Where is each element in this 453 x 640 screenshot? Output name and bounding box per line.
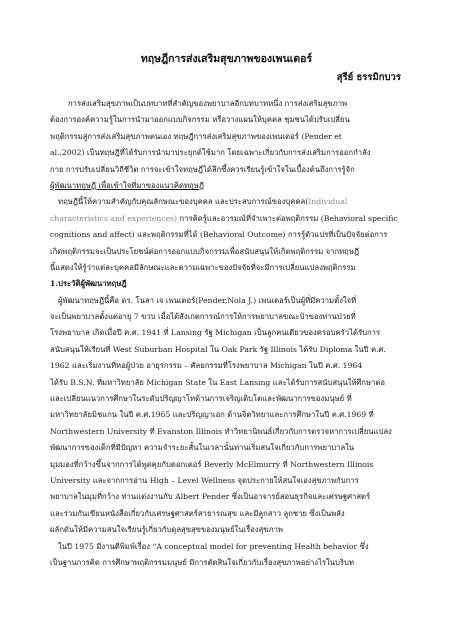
paragraph-line: ต้องการองค์ความรู้ในการนำมาออกแบบกิจกรรม หรือวางแผนให้บุคคล ชุมชนได้ปรับเปลี่ยน [50, 115, 350, 125]
paragraph-line: มุมมองที่กว้างขึ้นจากการได้พูดคุยกับดอกเตอร์ Beverly McElmurry ที่ Northwestern Illinois [50, 459, 374, 469]
paragraph-line: University และจากการอ่าน High – Level Wellness จุดประกายให้สนใจเองสุขภาพกับการ [50, 475, 359, 485]
paragraph-line: ผู้พัฒนาทฤษฎี เพื่อเข้าใจที่มาของแนวคิดทฤษฎี [50, 180, 204, 190]
english-term: characteristics and experiences) [50, 213, 178, 223]
paragraph-line: ผู้พัฒนาทฤษฎีนี้คือ ดร. โนลา เจ เพนเดอร์(Pender,Nola J.) เพนเดอร์เป็นผู้ที่มีความตั้งใจที่ [58, 295, 357, 305]
paragraph-line: สนับสนุนให้เรียนที่ West Suburban Hospital ใน Oak Park รัฐ Illinois ได้รับ Diploma ในปี ค.ศ. [50, 344, 386, 354]
document-title: ทฤษฎีการส่งเสริมสุขภาพของเพนเดอร์ [140, 53, 313, 65]
paragraph-line: จะเป็นพยาบาลตั้งแต่อายุ 7 ขวบ เมื่อได้สังเกตการณ์การให้การพยาบาลขณะป้าของท่านป่วยที่ [50, 312, 356, 322]
paragraph-text: ทฤษฎีนี้ให้ความสำคัญกับคุณลักษณะของบุคคล และประสบการณ์ของบุคคล( [58, 197, 309, 207]
paragraph-line: พัฒนาการของเด็กที่มีปัญหา ความจำระยะสั้นในเวลานั้นท่านเริ่มสนใจเกี่ยวกับการพยาบาลใน [50, 443, 355, 453]
paragraph-line: และเปลี่ยนแนวการศึกษาในระดับปริญญาโทด้านการเจริญเติบโตและพัฒนาการของมนุษย์ ที่ [50, 394, 352, 404]
paragraph-line: นี้แสดงให้รู้ว่าแต่ละบุคคลมีลักษณะและความเฉพาะของปัจจัยที่จะมีการเปลี่ยนแปลงพฤติกรรม [50, 262, 356, 272]
document-body [50, 96, 406, 571]
paragraph-line [50, 194, 406, 210]
paragraph-text: การคิดรู้และอารมณ์ที่จำเพาะต่อพฤติกรรม (Behavioral specific [177, 213, 398, 223]
paragraph-line: มหาวิทยาลัยมิชแกน ในปี ค.ศ.1965 และปริญญาเอก ด้านจิตวิทยาและการศึกษาในปี ค.ศ.1969 ที่ [50, 410, 374, 420]
paragraph-line: Northwestern University ที่ Evanston Illinois ทำวิทยานิพนธ์เกี่ยวกับการตรวจหาการเปลี่ยนแปลง [50, 426, 392, 436]
paragraph-line [50, 211, 406, 227]
paragraph-line: ในปี 1975 มีงานตีพิมพ์เรื่อง “A conceptual model for preventing Health behavior ซึ่ง [58, 541, 369, 551]
paragraph-line: ได้รับ B.S.N. ที่มหาวิทยาลัย Michigan State ใน East Lansing และได้รับการสนับสนุนให้ศึกษาต่อ [50, 377, 385, 387]
paragraph-line: al.,2002) เป็นทฤษฎีที่ได้รับการนำมาประยุกต์ใช้มาก โดยเฉพาะเกี่ยวกับการส่งเสริมการออกกำลัง [50, 148, 371, 158]
paragraph-line: กาย การปรับเปลี่ยนวิถีชีวิต การจะเข้าใจทฤษฎีได้ลึกซึ้งควรเรียนรู้เข้าใจในเบื้องต้นถึงการรู้จัก [50, 164, 355, 174]
author-name: สุรีย์ ธรรมิกบวร [336, 72, 401, 83]
english-term: Individual [308, 197, 348, 207]
paragraph-line: เกิดพฤติกรรมจะเป็นประโยชน์ต่อการออกแบบกิจกรรมเพื่อสนับสนุนให้เกิดพฤติกรรม จากทฤษฎี [50, 246, 360, 256]
paragraph-line: พยาบาลในมุมที่กว้าง ท่านแต่งงานกับ Albert Pender ซึ่งเป็นอาจารย์สอนธุรกิจและเศรษฐศาสตร์ [50, 492, 371, 502]
paragraph-line: พฤติกรรมสู่การส่งเสริมสุขภาพตนเอง ทฤษฎีการส่งเสริมสุขภาพของเพนเดอร์ (Pender et [50, 131, 342, 141]
paragraph-line: เป็นฐานการคิด การศึกษาพฤติกรรมมนุษย์ มีการตัดสินใจเกี่ยวกับเรื่องสุขภาพอย่างไรในบริบท [50, 557, 354, 567]
paragraph-line: 1962 และเริ่มงานที่หอผู้ป่วย อายุรกรรม – ศัลยกรรมที่โรงพยาบาล Michigan ในปี ค.ศ. 1964 [50, 361, 363, 371]
paragraph-line: การส่งเสริมสุขภาพเป็นบทบาทที่สำคัญของพยาบาลอีกบทบาทหนึ่ง การส่งเสริมสุขภาพ [68, 99, 348, 108]
section-heading: 1.ประวัติผู้พัฒนาทฤษฎี [50, 279, 127, 289]
paragraph-line: ผลักดันให้มีความสนใจเรียนรู้เกี่ยวกับดุลสุขสุขของมนุษย์ในเรื่องสุขภาพ [50, 525, 283, 535]
paragraph-line: โรงพยาบาล เกิดเมื่อปี ค.ศ. 1941 ที่ Lansing รัฐ Michigan เป็นลูกคนเดียวของครอบครัวได้รับการ [50, 328, 381, 338]
paragraph-line: และร่วมกันเขียนหนังสือเกี่ยวกับเศรษฐศาสตร์สาธารณสุข และมีลูกสาว ลูกชาย ซึ่งเป็นพลัง [50, 508, 345, 518]
paragraph-line: cognitions and affect) และพฤติกรรมที่ได้ (Behavioral Outcome) การรู้ตัวแปรที่เป็นปัจจัยต่อการ [50, 230, 388, 240]
